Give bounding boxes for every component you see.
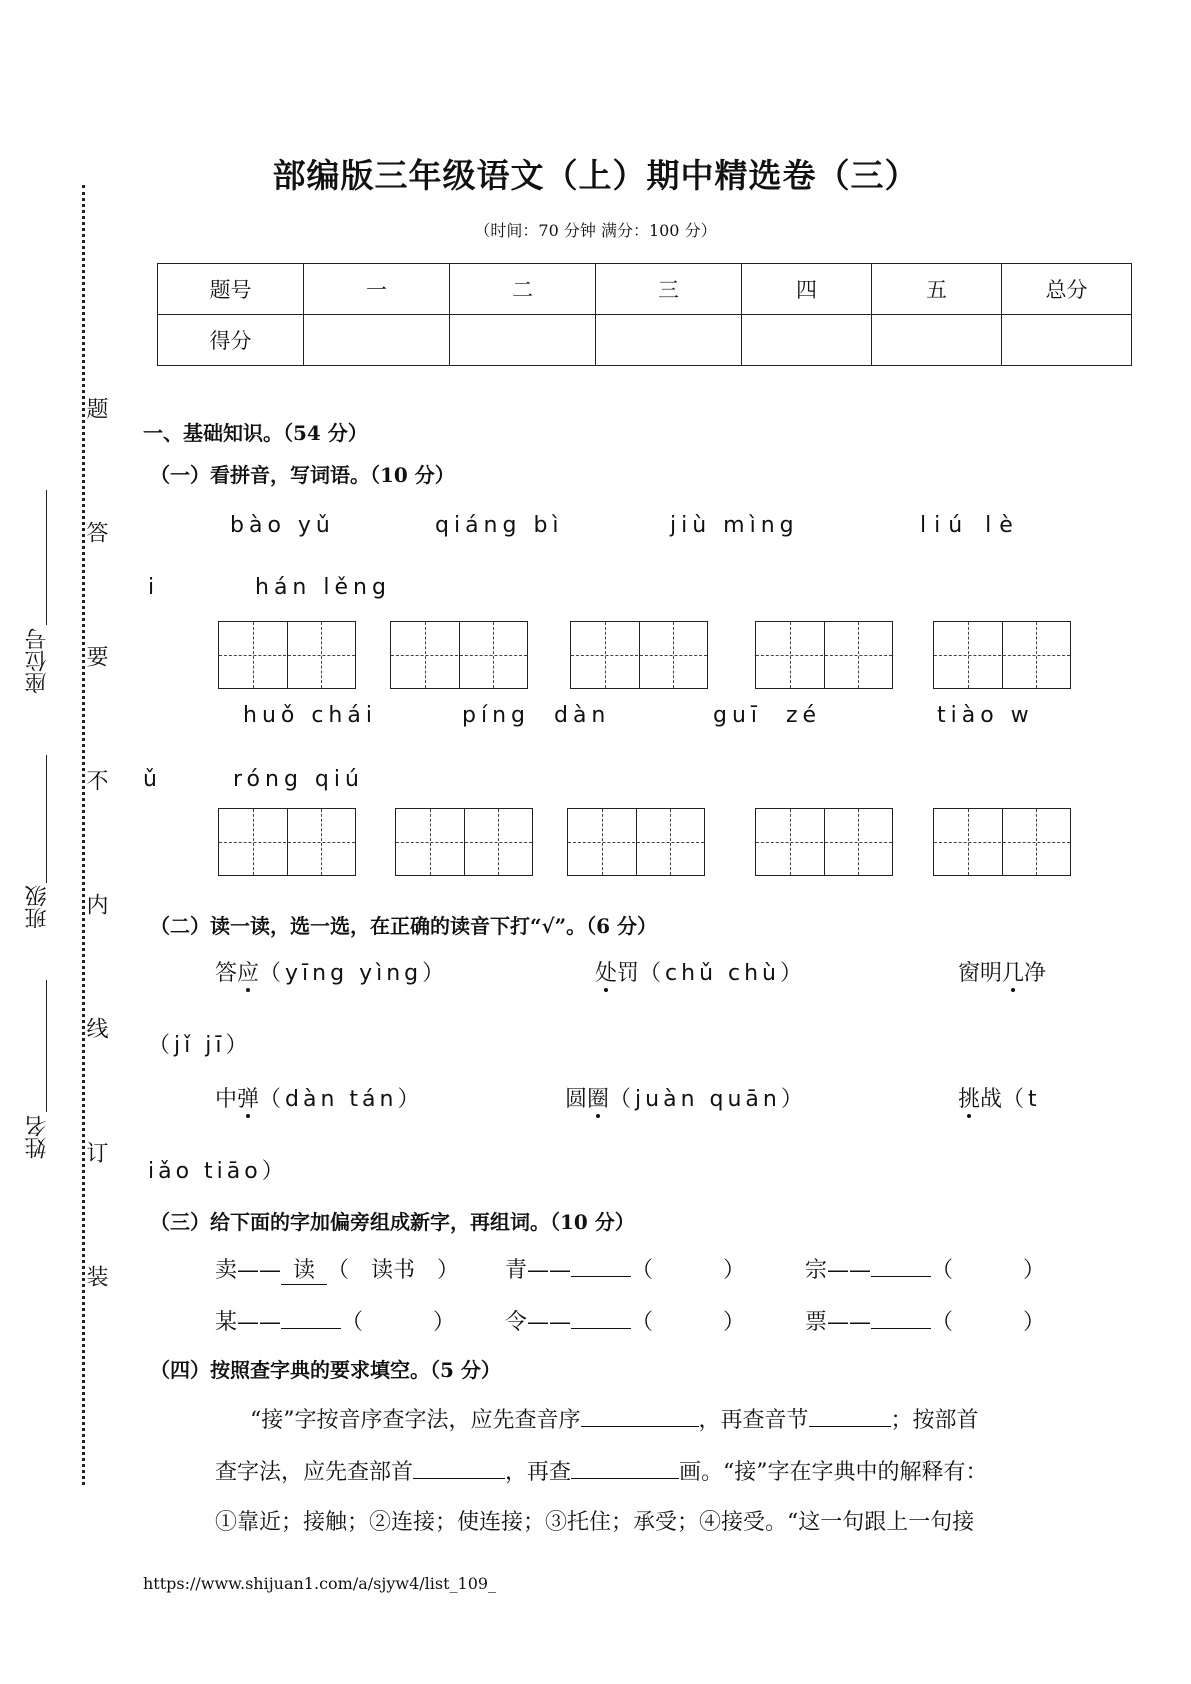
item-text: 窗明 <box>958 961 1003 986</box>
open-paren: （ <box>931 1258 954 1283</box>
fill-in-blank[interactable] <box>581 1425 699 1427</box>
paragraph-text: 画。“接”字在字典中的解释有： <box>679 1460 988 1485</box>
name-field[interactable] <box>46 980 47 1112</box>
open-paren: （ <box>631 1258 654 1283</box>
open-paren: （ <box>341 1310 364 1335</box>
writing-box[interactable] <box>933 808 1071 876</box>
table-header-cell: 总分 <box>1002 264 1132 315</box>
close-paren: ） <box>723 1310 746 1335</box>
close-paren: ） <box>1023 1310 1046 1335</box>
seal-char: 线 <box>83 1017 108 1039</box>
item-text: 罚 <box>617 961 640 986</box>
new-char-answer[interactable] <box>571 1328 631 1329</box>
score-cell[interactable] <box>304 315 450 366</box>
score-table <box>157 263 1132 366</box>
footer-url[interactable]: https://www.shijuan1.com/a/sjyw4/list_109_ <box>143 1574 497 1593</box>
writing-box[interactable] <box>395 808 533 876</box>
dash: —— <box>827 1258 872 1283</box>
paragraph-line <box>250 1403 979 1434</box>
pronunciation-item[interactable] <box>215 956 448 987</box>
pinyin-prompt: ǔ <box>143 767 162 792</box>
radical-item <box>505 1305 745 1336</box>
close-paren: ） <box>433 1310 456 1335</box>
seal-char: 订 <box>83 1141 108 1163</box>
writing-box[interactable] <box>755 808 893 876</box>
paragraph-text: ，再查 <box>505 1460 572 1485</box>
seal-char: 内 <box>83 893 108 915</box>
pinyin-prompt: guī zé <box>713 703 822 728</box>
table-row <box>158 264 1132 315</box>
seat-number-label: 座位号 <box>25 628 50 694</box>
pinyin-prompt: hán lěng <box>255 575 391 600</box>
table-header-cell: 四 <box>742 264 872 315</box>
pinyin-prompt: liú lè <box>920 513 1021 538</box>
question-heading: （一）看拼音，写词语。（10 分） <box>150 463 455 487</box>
score-cell[interactable] <box>872 315 1002 366</box>
dotted-char: 挑 <box>958 1082 980 1113</box>
pronunciation-item[interactable] <box>215 1082 423 1113</box>
pinyin-options: （chǔ chù） <box>639 961 806 986</box>
item-text: 净 <box>1024 961 1047 986</box>
score-cell[interactable] <box>742 315 872 366</box>
pinyin-prompt: huǒ chái <box>243 703 377 728</box>
dash: —— <box>237 1258 282 1283</box>
new-char-answer[interactable] <box>281 1328 341 1329</box>
table-header-cell: 二 <box>450 264 596 315</box>
radical-item <box>805 1305 1045 1336</box>
question-heading: （二）读一读，选一选，在正确的读音下打“√”。（6 分） <box>150 914 658 938</box>
writing-box[interactable] <box>755 621 893 689</box>
class-label: 班级 <box>25 885 50 929</box>
binding-dotted-line <box>82 185 85 1485</box>
writing-box[interactable] <box>570 621 708 689</box>
table-header-cell: 三 <box>596 264 742 315</box>
item-text: 中 <box>215 1087 238 1112</box>
pinyin-prompt: jiù mìng <box>670 513 799 538</box>
paragraph-text: ，再查音节 <box>698 1408 809 1433</box>
writing-box[interactable] <box>218 621 356 689</box>
open-paren: （ <box>631 1310 654 1335</box>
close-paren: ） <box>723 1258 746 1283</box>
item-text: 圆 <box>565 1087 588 1112</box>
dotted-char: 处 <box>595 956 617 987</box>
score-cell[interactable] <box>1002 315 1132 366</box>
base-char: 票 <box>805 1310 828 1335</box>
writing-box[interactable] <box>933 621 1071 689</box>
open-paren: （ <box>327 1258 350 1283</box>
close-paren: ） <box>437 1258 460 1283</box>
dotted-char: 弹 <box>237 1082 259 1113</box>
pinyin-options: （dàn tán） <box>259 1087 424 1112</box>
pinyin-options: （juàn quān） <box>609 1087 807 1112</box>
item-text: 答 <box>215 961 238 986</box>
word-answer[interactable]: 读书 <box>371 1258 416 1283</box>
score-cell[interactable] <box>450 315 596 366</box>
seal-char: 题 <box>83 397 108 419</box>
score-row-label: 得分 <box>158 315 304 366</box>
new-char-answer[interactable] <box>871 1328 931 1329</box>
pronunciation-item[interactable] <box>565 1082 807 1113</box>
fill-in-blank[interactable] <box>809 1425 891 1427</box>
paragraph-text: ；按部首 <box>890 1408 979 1433</box>
name-label: 姓名 <box>25 1115 50 1159</box>
writing-box[interactable] <box>390 621 528 689</box>
class-field[interactable] <box>46 755 47 883</box>
pinyin-options[interactable]: iǎo tiāo） <box>148 1159 288 1184</box>
dash: —— <box>527 1310 572 1335</box>
open-paren: （ <box>931 1310 954 1335</box>
radical-item <box>805 1253 1045 1284</box>
base-char: 卖 <box>215 1258 238 1283</box>
paragraph-line: ①靠近；接触；②连接；使连接；③托住；承受；④接受。“这一句跟上一句接 <box>215 1510 975 1535</box>
score-cell[interactable] <box>596 315 742 366</box>
dash: —— <box>827 1310 872 1335</box>
new-char-answer[interactable] <box>871 1276 931 1277</box>
pinyin-options[interactable]: （jǐ jī） <box>148 1033 252 1058</box>
dotted-char: 几 <box>1002 956 1024 987</box>
page-title: 部编版三年级语文（上）期中精选卷（三） <box>272 156 919 195</box>
pronunciation-item[interactable] <box>595 956 806 987</box>
table-header-cell: 一 <box>304 264 450 315</box>
seat-number-field[interactable] <box>46 490 47 625</box>
pinyin-prompt: bào yǔ <box>230 513 335 538</box>
pinyin-prompt: róng qiú <box>233 767 364 792</box>
close-paren: ） <box>1023 1258 1046 1283</box>
fill-in-blank[interactable] <box>571 1477 679 1479</box>
pinyin-prompt: píng dàn <box>462 703 611 728</box>
dotted-char: 应 <box>237 956 259 987</box>
pronunciation-item[interactable] <box>958 956 1046 987</box>
paragraph-text: 查字法，应先查部首 <box>215 1460 414 1485</box>
table-header-cell: 五 <box>872 264 1002 315</box>
base-char: 青 <box>505 1258 528 1283</box>
exam-time-and-score: （时间：70 分钟 满分：100 分） <box>474 221 717 240</box>
dash: —— <box>527 1258 572 1283</box>
base-char: 某 <box>215 1310 238 1335</box>
dash: —— <box>237 1310 282 1335</box>
seal-char: 要 <box>83 645 108 667</box>
pinyin-prompt: tiào w <box>937 703 1034 728</box>
dotted-char: 圈 <box>587 1082 609 1113</box>
paragraph-line <box>215 1455 988 1486</box>
writing-box[interactable] <box>218 808 356 876</box>
item-text: 战 <box>980 1087 1003 1112</box>
base-char: 宗 <box>805 1258 828 1283</box>
pinyin-prompt: i <box>148 575 160 600</box>
seal-char: 装 <box>83 1265 108 1287</box>
radical-item <box>505 1253 745 1284</box>
seal-char: 答 <box>83 521 108 543</box>
fill-in-blank[interactable] <box>413 1477 505 1479</box>
radical-item <box>215 1253 459 1285</box>
pinyin-prompt: qiáng bì <box>435 513 564 538</box>
writing-box[interactable] <box>567 808 705 876</box>
seal-char: 不 <box>83 769 108 791</box>
paragraph-text: “接”字按音序查字法，应先查音序 <box>250 1408 581 1433</box>
new-char-answer[interactable]: 读 <box>281 1258 327 1285</box>
question-heading: （三）给下面的字加偏旁组成新字，再组词。（10 分） <box>150 1210 635 1234</box>
radical-item <box>215 1305 455 1336</box>
question-heading: （四）按照查字典的要求填空。（5 分） <box>150 1358 501 1382</box>
new-char-answer[interactable] <box>571 1276 631 1277</box>
section-heading: 一、基础知识。（54 分） <box>143 421 368 445</box>
pronunciation-item[interactable] <box>958 1082 1041 1113</box>
table-row <box>158 315 1132 366</box>
table-header-cell: 题号 <box>158 264 304 315</box>
pinyin-options: （t <box>1002 1087 1041 1112</box>
base-char: 令 <box>505 1310 528 1335</box>
pinyin-options: （yīng yìng） <box>259 961 449 986</box>
